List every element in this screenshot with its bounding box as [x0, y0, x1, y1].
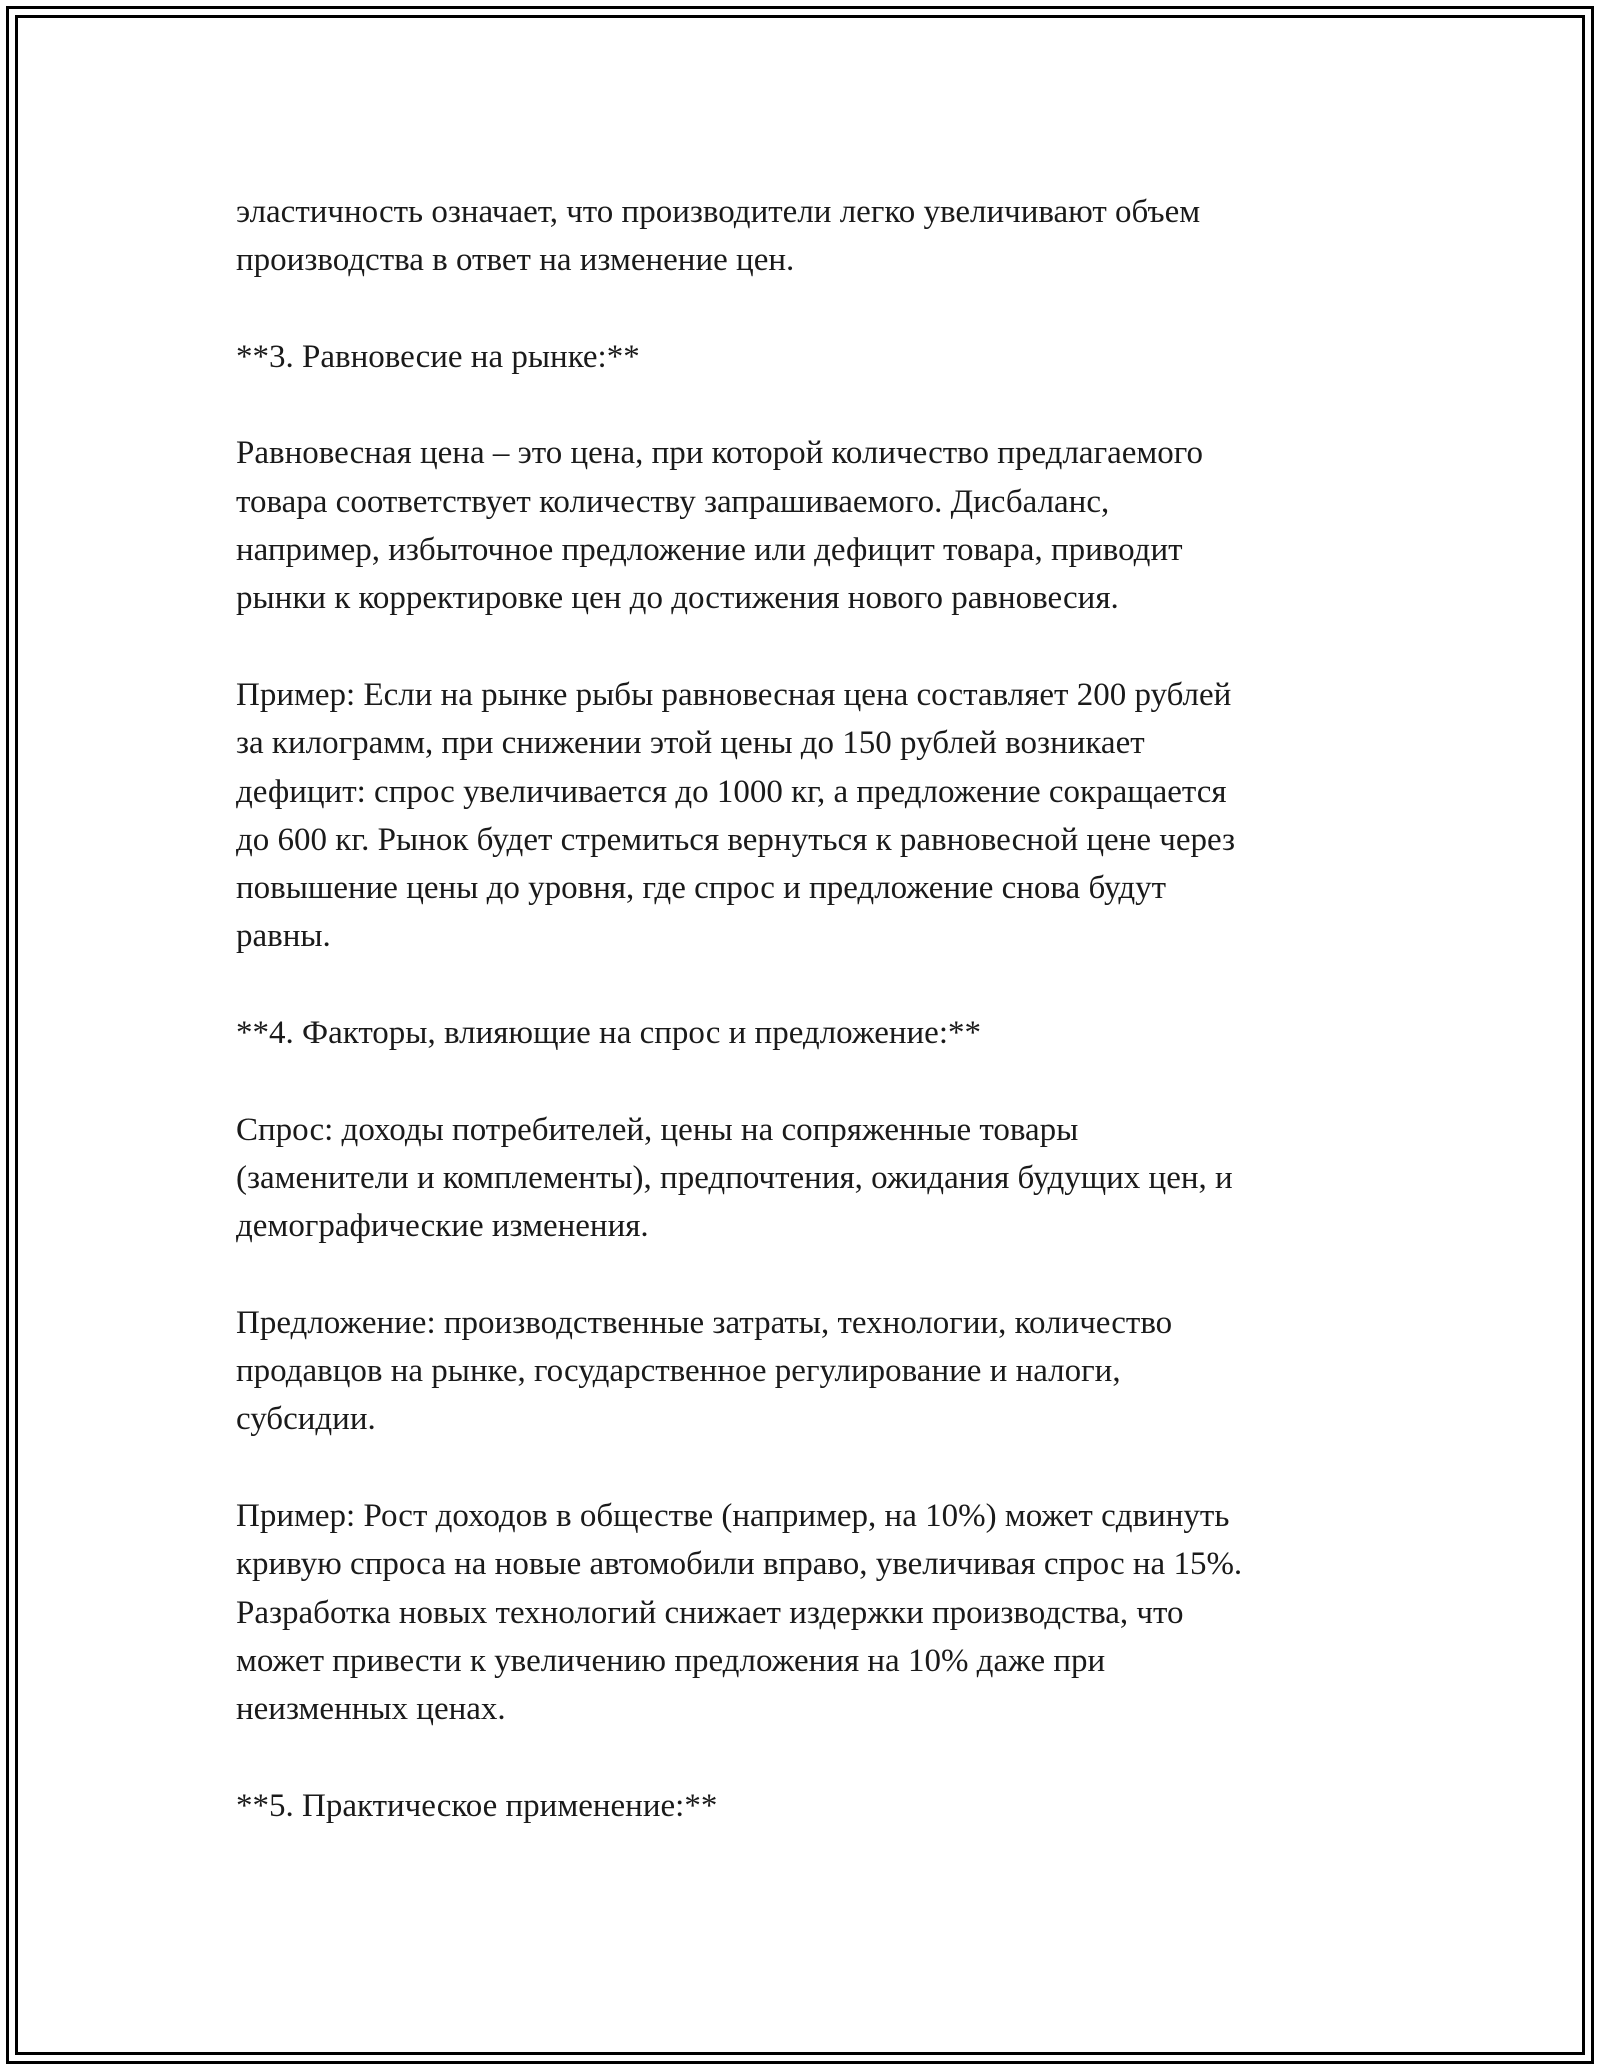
paragraph-supply-factors: Предложение: производственные затраты, технологии, количество продавцов на рынке, государственное регулирование и налоги, субсидии.: [236, 1304, 1173, 1438]
paragraph-equilibrium-example: Пример: Если на рынке рыбы равновесная цена составляет 200 рублей за килограмм, при снижении этой цены до 150 рублей возникает дефицит: спрос увеличивается до 1000 кг, а предложение сокращается до 600 кг. Рынок будет стремиться вернуться к равновесной цене через повышение цены до уровня, где спрос и предложение снова будут равны.: [236, 676, 1236, 955]
paragraph-equilibrium-definition: Равновесная цена – это цена, при которой количество предлагаемого товара соответствует количеству запрашиваемого. Дисбаланс, например, избыточное предложение или дефицит товара, приводит рынки к корректировке цен до достижения нового равновесия.: [236, 435, 1203, 617]
paragraph-factors-example: Пример: Рост доходов в обществе (например, на 10%) может сдвинуть кривую спроса на новые автомобили вправо, увеличивая спрос на 15%. Разработка новых технологий снижает издержки производства, что может привести к увеличению предложения на 10% даже при неизменных ценах.: [236, 1498, 1243, 1728]
paragraph-elasticity-continuation: эластичность означает, что производители легко увеличивают объем производства в ответ на изменение цен.: [236, 194, 1201, 279]
section-heading-practical-application: **5. Практическое применение:**: [236, 1787, 718, 1824]
paragraph-demand-factors: Спрос: доходы потребителей, цены на сопряженные товары (заменители и комплементы), предпочтения, ожидания будущих цен, и демографические изменения.: [236, 1111, 1233, 1245]
section-heading-factors: **4. Факторы, влияющие на спрос и предложение:**: [236, 1015, 981, 1052]
document-body: [236, 188, 1386, 1830]
section-heading-equilibrium: **3. Равновесие на рынке:**: [236, 338, 640, 375]
